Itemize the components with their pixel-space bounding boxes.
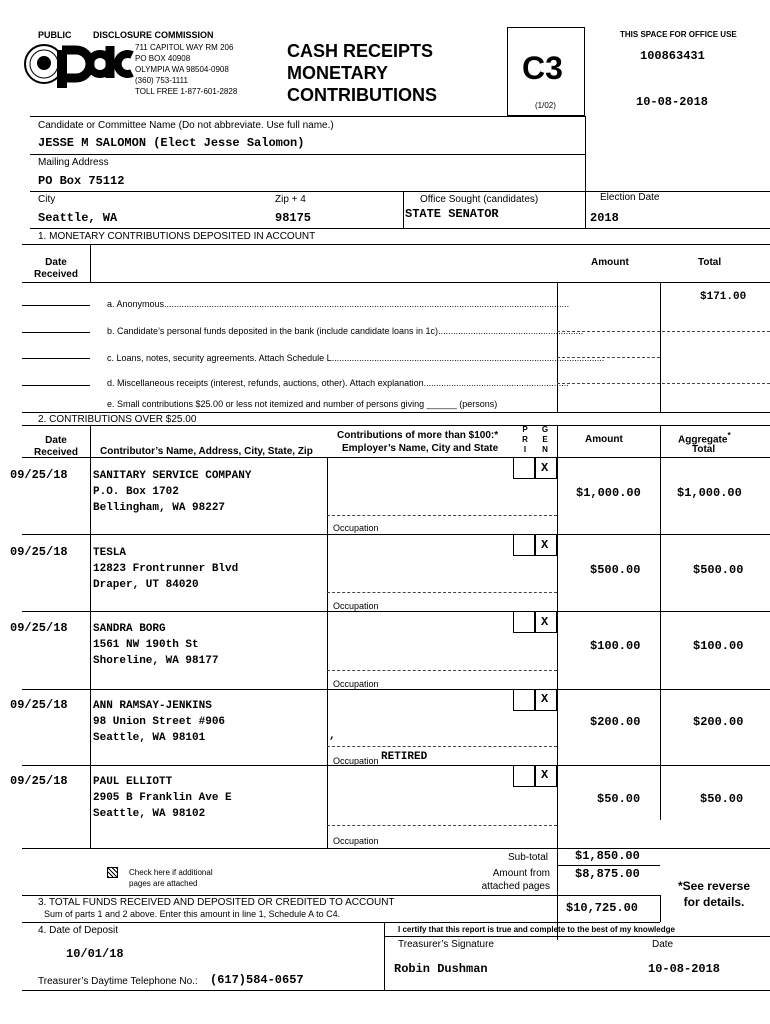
general-mark: X (541, 692, 549, 706)
candidate-name: JESSE M SALOMON (Elect Jesse Salomon) (38, 136, 305, 150)
section2-date-header: Date Received (34, 435, 78, 458)
pdc-logo (22, 42, 134, 88)
contributor-city: Seattle, WA 98102 (93, 808, 206, 820)
certification-text: I certify that this report is true and complete to the best of my knowledge (398, 925, 675, 934)
form-version: (1/02) (535, 101, 556, 110)
contributor-name: TESLA (93, 547, 127, 559)
section3-title: 3. TOTAL FUNDS RECEIVED AND DEPOSITED OR CREDITED TO ACCOUNT (38, 897, 395, 908)
section1-total-header: Total (698, 257, 722, 268)
deposit-date-label: 4. Date of Deposit (38, 925, 119, 936)
line-label: c. Loans, notes, security agreements. Attach Schedule L (107, 353, 332, 363)
form-title (287, 40, 437, 106)
city-label: City (38, 194, 56, 205)
employer-header-1: Contributions of more than $100:* (337, 430, 499, 441)
primary-checkbox[interactable] (513, 457, 535, 479)
gen-letter: E (542, 435, 548, 444)
subtotal: $1,850.00 (575, 849, 640, 863)
agency-address (135, 42, 237, 97)
aggregate-star: * (727, 430, 731, 440)
signature-label: Treasurer’s Signature (398, 939, 494, 950)
section3-subtitle: Sum of parts 1 and 2 above. Enter this amount in line 1, Schedule A to C4. (44, 909, 341, 919)
attached-label-line: Amount from (492, 868, 550, 879)
line-a-total: $171.00 (700, 291, 747, 303)
agency-name-line1: PUBLIC (38, 30, 72, 40)
office-id: 100863431 (640, 49, 705, 63)
additional-pages-label (129, 867, 213, 889)
pri-letter: R (522, 435, 528, 444)
row-aggregate: $500.00 (693, 563, 744, 577)
row-date: 09/25/18 (10, 468, 68, 482)
city: Seattle, WA (38, 211, 118, 225)
employer: , (329, 730, 336, 742)
check-label-line: pages are attached (129, 879, 198, 888)
office-sought-label: Office Sought (candidates) (420, 194, 539, 205)
contributor-address: P.O. Box 1702 (93, 486, 179, 498)
section1-line-d: d. Miscellaneous receipts (interest, refunds, auctions, other). Attach explanation.......................................................... (107, 378, 569, 388)
row-date: 09/25/18 (10, 545, 68, 559)
contributor (93, 468, 251, 516)
zip-label: Zip + 4 (275, 194, 306, 205)
primary-checkbox[interactable] (513, 611, 535, 633)
primary-checkbox[interactable] (513, 765, 535, 787)
contributor (93, 698, 225, 746)
gen-letter: G (541, 425, 549, 434)
address-line: PO BOX 40908 (135, 54, 191, 63)
primary-header (519, 425, 531, 455)
attached-amount: $8,875.00 (575, 867, 640, 881)
office-date: 10-08-2018 (636, 95, 709, 109)
occupation-label: Occupation (333, 523, 379, 533)
row-aggregate: $1,000.00 (677, 486, 742, 500)
contributor-address: 1561 NW 190th St (93, 639, 199, 651)
election-date: 2018 (590, 211, 619, 225)
section2-title: 2. CONTRIBUTIONS OVER $25.00 (38, 414, 197, 425)
row-amount: $200.00 (590, 715, 641, 729)
occupation-label: Occupation (333, 679, 379, 689)
general-mark: X (541, 461, 549, 475)
see-reverse-line: for details. (683, 895, 745, 909)
primary-checkbox[interactable] (513, 534, 535, 556)
address-line: 711 CAPITOL WAY RM 206 (135, 43, 234, 52)
primary-checkbox[interactable] (513, 689, 535, 711)
contributor (93, 545, 238, 593)
row-amount: $1,000.00 (576, 486, 641, 500)
contributor-name: PAUL ELLIOTT (93, 776, 173, 788)
address-line: (360) 753-1111 (135, 76, 188, 85)
section1-date-header: Date Received (34, 257, 78, 280)
contributor-city: Draper, UT 84020 (93, 579, 199, 591)
line-label: a. Anonymous (107, 299, 165, 309)
pri-letter: I (523, 445, 527, 454)
row-aggregate: $50.00 (700, 792, 744, 806)
row-amount: $50.00 (597, 792, 641, 806)
line-label: b. Candidate’s personal funds deposited in the bank (include candidate loans in 1c) (107, 326, 439, 336)
election-date-label: Election Date (600, 192, 660, 203)
occupation-label: Occupation (333, 836, 379, 846)
contributor-name: SANITARY SERVICE COMPANY (93, 470, 252, 482)
see-reverse-line: *See reverse (677, 879, 751, 893)
candidate-name-label: Candidate or Committee Name (Do not abbreviate. Use full name.) (38, 120, 334, 131)
form-title-line: MONETARY (287, 63, 388, 83)
form-title-line: CONTRIBUTIONS (287, 85, 437, 105)
row-date: 09/25/18 (10, 774, 68, 788)
deposit-date: 10/01/18 (66, 947, 124, 961)
treasurer-signature: Robin Dushman (394, 962, 488, 976)
contributor-city: Shoreline, WA 98177 (93, 655, 219, 667)
general-mark: X (541, 768, 549, 782)
section1-amount-header: Amount (591, 257, 629, 268)
form-title-line: CASH RECEIPTS (287, 41, 434, 61)
general-mark: X (541, 615, 549, 629)
contributor (93, 621, 218, 669)
section1-line-a: a. Anonymous.................................................................................................................................................................. (107, 299, 570, 309)
contributor-address: 98 Union Street #906 (93, 716, 226, 728)
row-date: 09/25/18 (10, 698, 68, 712)
section1-title: 1. MONETARY CONTRIBUTIONS DEPOSITED IN ACCOUNT (38, 231, 316, 242)
mailing-address-label: Mailing Address (38, 157, 109, 168)
general-mark: X (541, 538, 549, 552)
contributor-header: Contributor’s Name, Address, City, State, Zip (100, 446, 313, 457)
contributor-city: Bellingham, WA 98227 (93, 502, 226, 514)
additional-pages-checkbox[interactable] (107, 867, 118, 878)
address-line: TOLL FREE 1-877-601-2828 (135, 87, 238, 96)
contributor (93, 774, 232, 822)
phone-label: Treasurer’s Daytime Telephone No.: (38, 976, 198, 987)
section1-line-c: c. Loans, notes, security agreements. Attach Schedule L............................................................................................................. (107, 353, 605, 363)
section1-line-e: e. Small contributions $25.00 or less not itemized and number of persons giving ______ (persons) (107, 399, 498, 409)
contributor-address: 2905 B Franklin Ave E (93, 792, 232, 804)
zip: 98175 (275, 211, 312, 225)
row-amount: $100.00 (590, 639, 641, 653)
line-label: d. Miscellaneous receipts (interest, refunds, auctions, other). Attach explanation (107, 378, 424, 388)
occupation-label: Occupation (333, 756, 379, 766)
form-code: C3 (522, 50, 563, 86)
subtotal-label: Sub-total (508, 852, 549, 863)
office-use-label: THIS SPACE FOR OFFICE USE (620, 30, 737, 39)
attached-pages-label (460, 867, 550, 893)
occupation-label: Occupation (333, 601, 379, 611)
signature-date: 10-08-2018 (648, 962, 721, 976)
treasurer-phone: (617)584-0657 (210, 973, 304, 987)
contributor-address: 12823 Frontrunner Blvd (93, 563, 239, 575)
office-sought: STATE SENATOR (405, 207, 499, 221)
section1-line-b: b. Candidate’s personal funds deposited in the bank (include candidate loans in 1c).......................................................... (107, 326, 584, 336)
aggregate-header-2: Total (692, 444, 716, 455)
contributor-city: Seattle, WA 98101 (93, 732, 206, 744)
contributor-name: ANN RAMSAY-JENKINS (93, 700, 212, 712)
signature-date-label: Date (652, 939, 674, 950)
general-header (539, 425, 551, 455)
row-aggregate: $200.00 (693, 715, 744, 729)
section2-amount-header: Amount (585, 434, 623, 445)
see-reverse-note (664, 878, 764, 910)
row-date: 09/25/18 (10, 621, 68, 635)
aggregate-label: Aggregate (678, 434, 728, 446)
row-aggregate: $100.00 (693, 639, 744, 653)
contributor-name: SANDRA BORG (93, 623, 166, 635)
occupation: RETIRED (381, 751, 428, 763)
address-line: OLYMPIA WA 98504-0908 (135, 65, 229, 74)
agency-name-line2: DISCLOSURE COMMISSION (93, 30, 214, 40)
total-funds: $10,725.00 (566, 901, 639, 915)
mailing-address: PO Box 75112 (38, 174, 125, 188)
check-label-line: Check here if additional (129, 868, 213, 877)
gen-letter: N (542, 445, 548, 454)
employer-header-2: Employer’s Name, City and State (342, 443, 499, 454)
row-amount: $500.00 (590, 563, 641, 577)
attached-label-line: attached pages (481, 881, 550, 892)
pri-letter: P (522, 425, 528, 434)
